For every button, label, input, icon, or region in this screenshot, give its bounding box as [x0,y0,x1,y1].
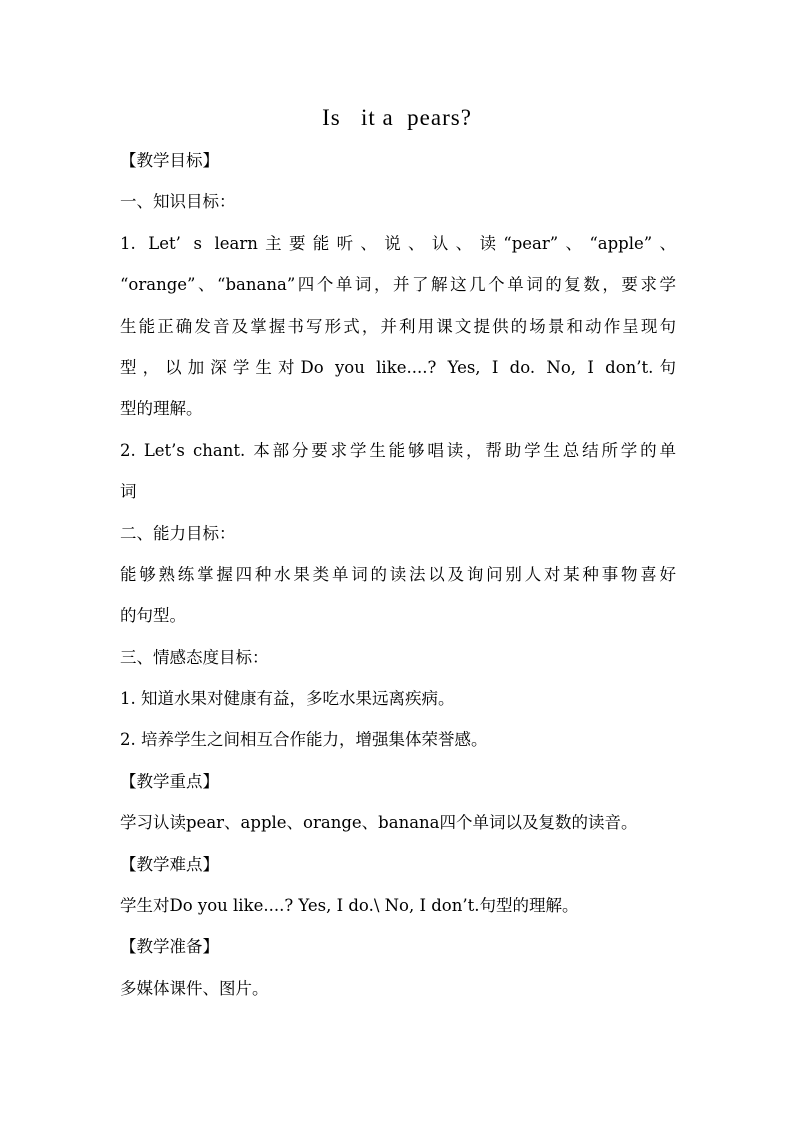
document-body [120,140,676,1009]
section-heading-difficulties: 【教学难点】 [120,854,219,874]
paragraph-line: 1. 知道水果对健康有益，多吃水果远离疾病。 [120,689,455,709]
document-title: Is it a pears? [322,105,472,130]
paragraph-line: 词 [120,482,137,502]
subheading-knowledge-goals: 一、知识目标： [120,192,236,212]
section-heading-preparation: 【教学准备】 [120,937,219,957]
section-heading-key-points: 【教学重点】 [120,771,219,791]
paragraph-line: 多媒体课件、图片。 [120,978,269,998]
section-heading-objectives: 【教学目标】 [120,151,219,170]
paragraph-line: 型的理解。 [120,399,203,419]
paragraph-line: 2. 培养学生之间相互合作能力，增强集体荣誉感。 [120,730,488,750]
subheading-attitude-goals: 三、情感态度目标： [120,647,269,667]
paragraph-line: 学生对Do you like....? Yes, I do.\ No, I don’t.句型的理解。 [120,896,579,916]
subheading-ability-goals: 二、能力目标： [120,523,236,543]
paragraph-line: 的句型。 [120,606,186,626]
paragraph-line: 学习认读pear、apple、orange、banana四个单词以及复数的读音。 [120,813,638,833]
paragraph-line: 2. Let’s chant. 本部分要求学生能够唱读，帮助学生总结所学的单 [120,440,676,460]
paragraph-line: 能够熟练掌握四种水果类单词的读法以及询问别人对某种事物喜好 [120,564,676,584]
paragraph-line: 1. Let’ s learn主要能听、说、认、读“pear”、“apple”、 [120,233,676,253]
paragraph-line: 生能正确发音及掌握书写形式，并利用课文提供的场景和动作呈现句 [120,316,676,336]
paragraph-line: 型，以加深学生对Do you like....? Yes, I do. No, I don’t.句 [120,357,676,377]
paragraph-line: “orange”、“banana”四个单词，并了解这几个单词的复数，要求学 [120,275,676,295]
